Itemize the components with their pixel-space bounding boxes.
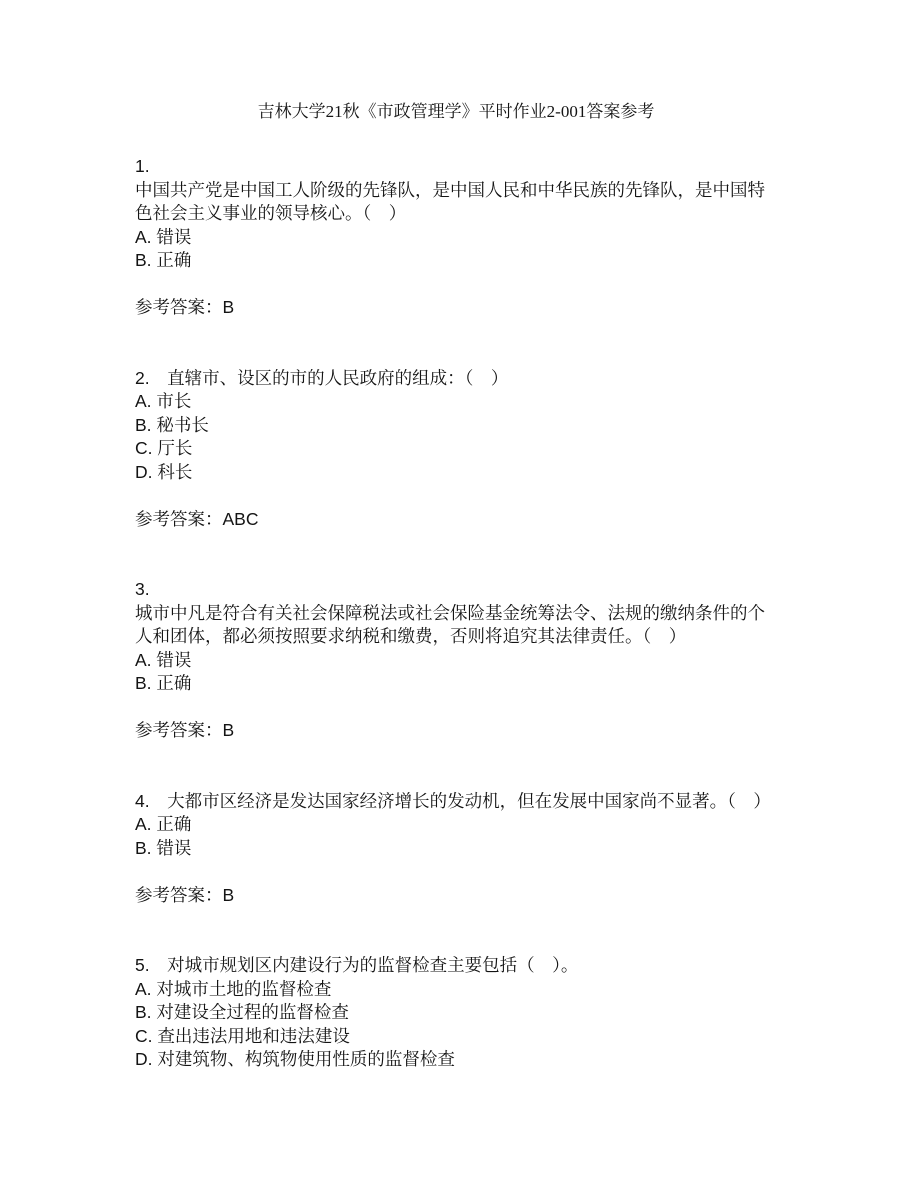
option-line: B. 对建设全过程的监督检查 — [135, 1002, 349, 1022]
question-stem: 5. 对城市规划区内建设行为的监督检查主要包括（ ）。 — [135, 955, 579, 975]
question-block — [135, 367, 777, 532]
option-line: B. 正确 — [135, 250, 192, 270]
question-stem: 中国共产党是中国工人阶级的先锋队，是中国人民和中华民族的先锋队，是中国特色社会主义事业的领导核心。（ ） — [135, 179, 765, 223]
question-block — [135, 954, 777, 1072]
option-line: B. 秘书长 — [135, 414, 209, 435]
question-list — [135, 155, 777, 1072]
answer-line: 参考答案：B — [135, 720, 235, 740]
question-block — [135, 790, 777, 908]
question-block — [135, 155, 777, 320]
option-line: C. 厅长 — [135, 438, 193, 458]
option-line: A. 市长 — [135, 391, 192, 411]
option-line: A. 对城市土地的监督检查 — [135, 978, 332, 999]
option-line: B. 正确 — [135, 673, 192, 693]
question-stem: 4. 大都市区经济是发达国家经济增长的发动机，但在发展中国家尚不显著。（ ） — [135, 790, 771, 811]
answer-line: 参考答案：B — [135, 297, 235, 317]
option-line: D. 对建筑物、构筑物使用性质的监督检查 — [135, 1049, 455, 1069]
option-line: D. 科长 — [135, 461, 193, 482]
answer-line: 参考答案：B — [135, 884, 235, 905]
option-line: A. 错误 — [135, 649, 192, 670]
question-block — [135, 578, 777, 743]
option-line: A. 错误 — [135, 226, 192, 247]
option-line: B. 错误 — [135, 837, 192, 858]
option-line: C. 查出违法用地和违法建设 — [135, 1025, 350, 1046]
answer-line: 参考答案：ABC — [135, 508, 259, 529]
question-number: 3. — [135, 579, 150, 599]
question-number: 1. — [135, 156, 150, 176]
question-stem: 2. 直辖市、设区的市的人民政府的组成：（ ） — [135, 367, 509, 388]
option-line: A. 正确 — [135, 814, 192, 834]
question-stem: 城市中凡是符合有关社会保障税法或社会保险基金统筹法令、法规的缴纳条件的个人和团体，都必须按照要求纳税和缴费，否则将追究其法律责任。（ ） — [135, 602, 765, 646]
page-title: 吉林大学21秋《市政管理学》平时作业2-001答案参考 — [257, 102, 655, 121]
